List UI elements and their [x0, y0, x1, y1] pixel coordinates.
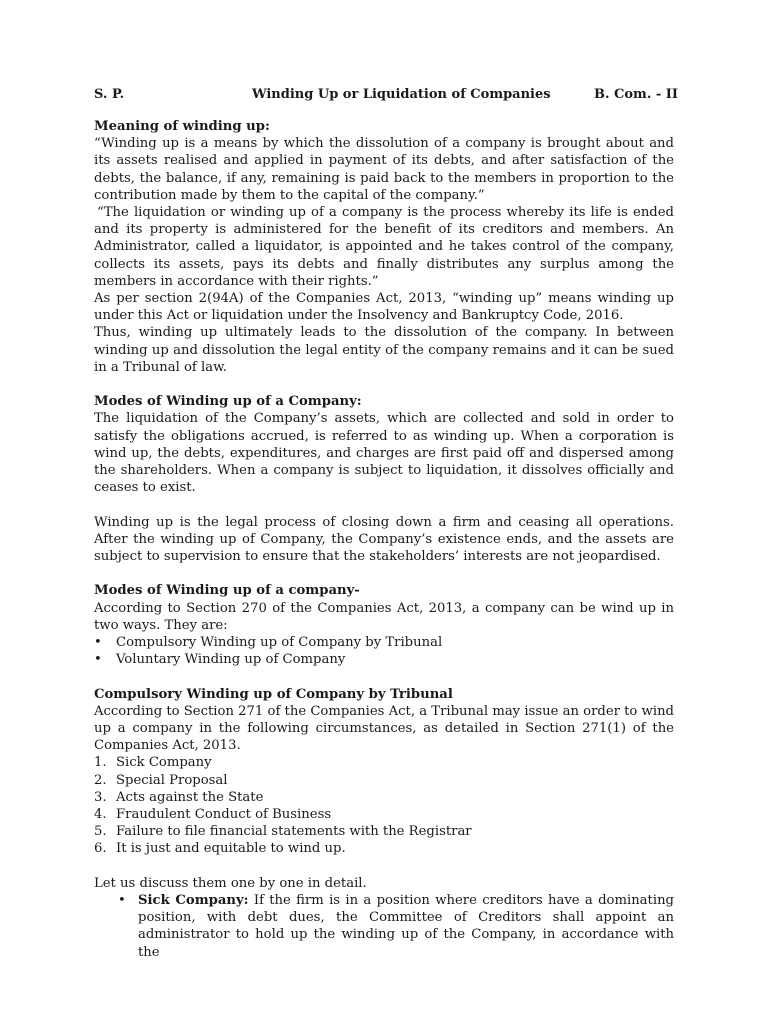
list-item: • Compulsory Winding up of Company by Tribunal	[94, 634, 674, 651]
list-number: 1.	[94, 755, 107, 771]
list-number: 2.	[94, 772, 107, 788]
header-title: Winding Up or Liquidation of Companies	[252, 87, 551, 102]
heading-meaning: Meaning of winding up:	[94, 119, 270, 134]
paragraph: “The liquidation or winding up of a company is the process whereby its life is ended and its property is administered for the benefit of its creditors and members. An Administrator, called a liquidator, is appointed and he takes control of the company, collects its assets, pays its debts and finally distributes any surplus among the members in accordance with their rights.”	[94, 205, 674, 289]
list-text: Sick Company	[116, 755, 212, 771]
paragraph: Thus, winding up ultimately leads to the dissolution of the company. In between winding up and dissolution the legal entity of the company remains and it can be sued in a Tribunal of law.	[94, 325, 674, 375]
list-item	[94, 772, 674, 789]
list-text: It is just and equitable to wind up.	[116, 841, 346, 857]
list-text: Fraudulent Conduct of Business	[116, 807, 332, 823]
numbered-list	[94, 754, 674, 857]
spacer	[94, 668, 674, 685]
list-item: • Voluntary Winding up of Company	[94, 651, 674, 668]
paragraph: “Winding up is a means by which the dissolution of a company is brought about and its assets realised and applied in payment of its debts, and after satisfaction of the debts, the balance, if any, remaining is paid back to the members in proportion to the contribution made by them to the capital of the company.”	[94, 136, 674, 203]
spacer	[94, 565, 674, 582]
paragraph: Let us discuss them one by one in detail.	[94, 875, 367, 891]
heading-compulsory: Compulsory Winding up of Company by Tribunal	[94, 686, 453, 702]
detail-text: If the firm is in a position where creditors have a dominating position, with debt dues, the Committee of Creditors shall appoint an administrator to hold up the winding up of the Company, in accordance with the	[138, 893, 675, 960]
list-text: Failure to file financial statements with the Registrar	[116, 824, 472, 840]
paragraph: According to Section 270 of the Companies Act, 2013, a company can be wind up in two ways. They are:	[94, 600, 674, 633]
paragraph: Winding up is the legal process of closing down a firm and ceasing all operations. After the winding up of Company, the Company’s existence ends, and the assets are subject to supervision to ensure that the stakeholders’ interests are not jeopardised.	[94, 514, 674, 565]
list-text: Special Proposal	[116, 772, 228, 788]
list-number: 5.	[94, 824, 107, 840]
list-item	[94, 823, 674, 840]
list-item	[94, 840, 674, 857]
paragraph: The liquidation of the Company’s assets, which are collected and sold in order to satisfy the obligations accrued, is referred to as winding up. When a corporation is wind up, the debts, expenditures, and charges are first paid off and dispersed among the shareholders. When a company is subject to liquidation, it dissolves officially and ceases to exist.	[94, 411, 674, 496]
header-course: B. Com. - II	[594, 87, 678, 102]
heading-modes: Modes of Winding up of a Company:	[94, 394, 362, 410]
header-author: S. P.	[94, 87, 125, 102]
list-text: Acts against the State	[116, 789, 264, 805]
paragraph: According to Section 271 of the Companies Act, a Tribunal may issue an order to wind up a company in the following circumstances, as detailed in Section 271(1) of the Companies Act, 2013.	[94, 703, 674, 754]
bullet-icon: •	[118, 893, 126, 909]
heading-modes-company: Modes of Winding up of a company-	[94, 583, 360, 599]
list-number: 6.	[94, 841, 107, 857]
list-number: 4.	[94, 807, 107, 823]
list-item	[94, 754, 674, 771]
detail-item-sick-company	[94, 892, 674, 961]
spacer	[94, 496, 674, 513]
page-header	[94, 87, 678, 107]
bullet-list	[94, 634, 674, 668]
list-number: 3.	[94, 789, 107, 805]
spacer	[94, 376, 674, 393]
paragraph: As per section 2(94A) of the Companies Act, 2013, “winding up” means winding up under this Act or liquidation under the Insolvency and Bankruptcy Code, 2016.	[94, 291, 674, 324]
spacer	[94, 858, 674, 875]
list-item	[94, 789, 674, 806]
list-item	[94, 806, 674, 823]
detail-lead: Sick Company:	[138, 893, 249, 909]
document-body	[94, 118, 674, 961]
